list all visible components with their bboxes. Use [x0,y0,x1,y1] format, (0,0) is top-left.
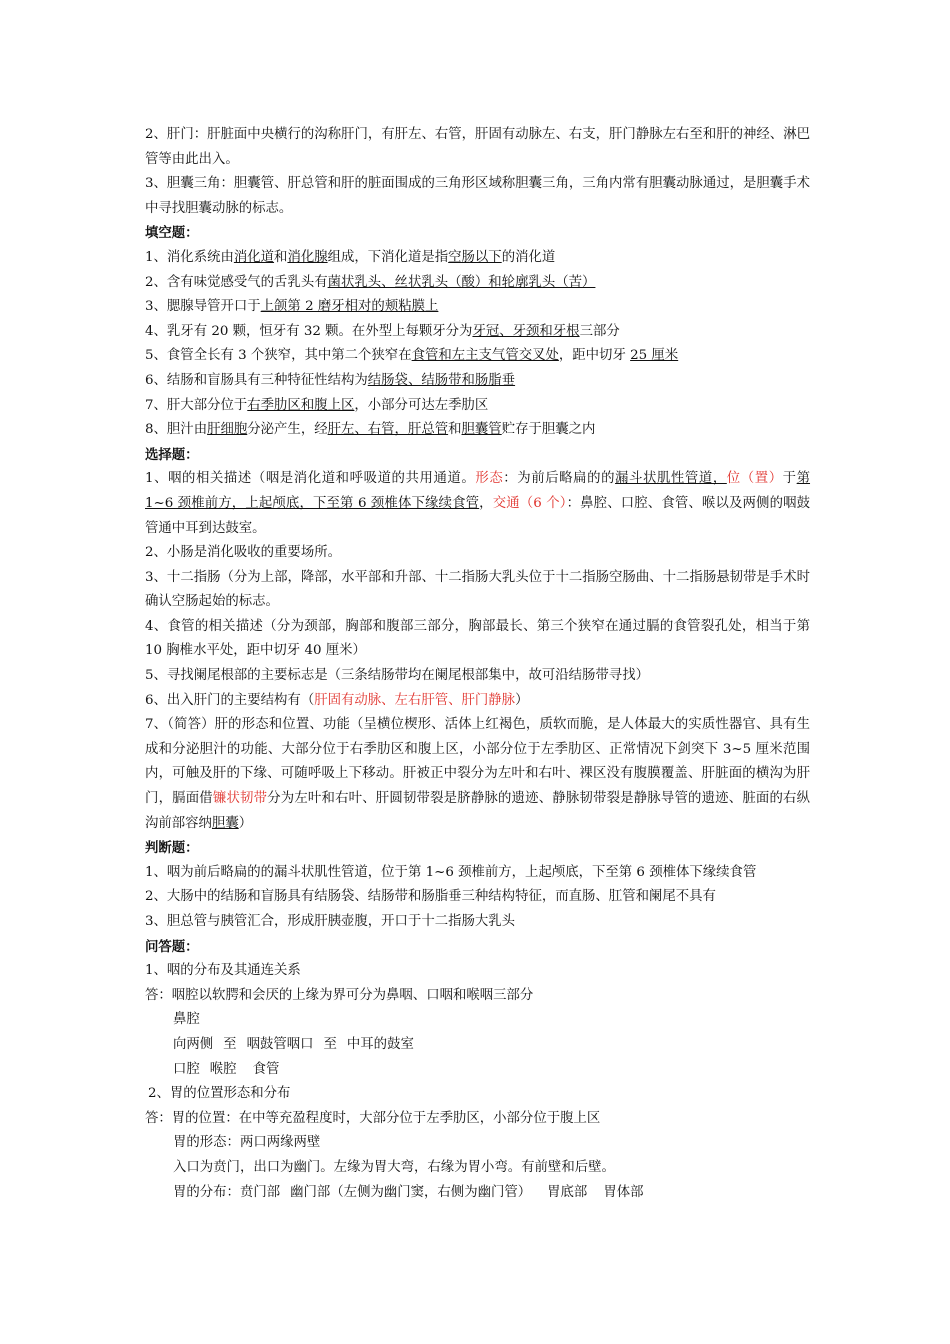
fill-item-6: 6、结肠和盲肠具有三种特征性结构为结肠袋、结肠带和肠脂垂 [145,372,516,388]
qa-answer-1-line-2: 向两侧 至 咽鼓管咽口 至 中耳的鼓室 [173,1036,414,1052]
fill-item-7: 7、肝大部分位于右季肋区和腹上区，小部分可达左季肋区 [145,397,489,413]
choice-item-3: 3、十二指肠（分为上部，降部，水平部和升部、十二指肠大乳头位于十二指肠空肠曲、十二指肠悬韧带是手术时确认空肠起始的标志。 [145,569,810,610]
fill-item-3: 3、腮腺导管开口于上颌第 2 磨牙相对的颊粘膜上 [145,299,439,315]
choice-item-2: 2、小肠是消化吸收的重要场所。 [145,545,341,561]
gallbladder-triangle-paragraph: 3、胆囊三角：胆囊管、肝总管和肝的脏面围成的三角形区域称胆囊三角，三角内常有胆囊动脉通过，是胆囊手术中寻找胆囊动脉的标志。 [145,176,810,216]
qa-heading: 问答题： [145,938,199,955]
document-page [145,123,810,1205]
fill-item-2: 2、含有味觉感受气的舌乳头有菌状乳头、丝状乳头（酸）和轮廓乳头（苦） [145,274,596,290]
fill-item-5: 5、食管全长有 3 个狭窄，其中第二个狭窄在食管和左主支气管交叉处，距中切牙 25 厘米 [145,348,679,364]
judge-heading: 判断题： [145,840,199,857]
qa-question-2: 2、胃的位置形态和分布 [148,1086,291,1102]
qa-answer-2-line-1: 胃的形态：两口两缘两壁 [173,1135,321,1151]
fill-item-4: 4、乳牙有 20 颗，恒牙有 32 颗。在外型上每颗牙分为牙冠、牙颈和牙根三部分 [145,323,620,339]
judge-item-1: 1、咽为前后略扁的的漏斗状肌性管道，位于第 1~6 颈椎前方，上起颅底，下至第 6 颈椎体下缘续食管 [145,864,757,880]
qa-answer-2-line-3: 胃的分布：贲门部 幽门部（左侧为幽门窦，右侧为幽门管） 胃底部 胃体部 [173,1184,644,1200]
fill-blank-heading: 填空题： [145,225,199,242]
qa-answer-1-line-3: 口腔 喉腔 食管 [173,1061,280,1077]
qa-answer-2: 答：胃的位置：在中等充盈程度时，大部分位于左季肋区，小部分位于腹上区 [145,1110,601,1126]
choice-item-7: 7、（简答）肝的形态和位置、功能（呈横位楔形、活体上红褐色，质软而脆，是人体最大的实质性器官、具有生成和分泌胆汁的功能、大部分位于右季肋区和腹上区，小部分位于左季肋区、正常情况下剑突下 3~5 厘米范围内，可触及肝的下缘、可随呼吸上下移动。肝被正中裂分为左叶和右叶、裸区没有腹膜覆盖、肝脏面的横沟为肝门，膈面借镰状韧带分为左叶和右叶、肝圆韧带裂是脐静脉的遗迹、静脉韧带裂是静脉导管的遗迹、脏面的右纵沟前部容纳胆囊） [145,717,811,831]
judge-item-3: 3、胆总管与胰管汇合，形成肝胰壶腹，开口于十二指肠大乳头 [145,914,516,929]
fill-item-1: 1、消化系统由消化道和消化腺组成，下消化道是指空肠以下的消化道 [145,249,556,265]
qa-answer-2-line-2: 入口为贲门，出口为幽门。左缘为胃大弯，右缘为胃小弯。有前壁和后壁。 [173,1159,615,1175]
qa-question-1: 1、咽的分布及其通连关系 [145,963,301,979]
choice-item-1: 1、咽的相关描述（咽是消化道和呼吸道的共用通道。形态：为前后略扁的的漏斗状肌性管道，位（置）于第 1~6 颈椎前方，上起颅底，下至第 6 颈椎体下缘续食管，交通（6 个）：鼻腔、口腔、食管、喉以及两侧的咽鼓管通中耳到达鼓室。 [145,471,811,536]
choice-heading: 选择题： [145,446,199,463]
qa-answer-1-line-1: 鼻腔 [173,1012,200,1028]
choice-item-6: 6、出入肝门的主要结构有（肝固有动脉、左右肝管、肝门静脉） [145,692,529,708]
liver-portal-paragraph: 2、肝门：肝脏面中央横行的沟称肝门，有肝左、右管，肝固有动脉左、右支，肝门静脉左右至和肝的神经、淋巴管等由此出入。 [145,127,810,167]
judge-item-2: 2、大肠中的结肠和盲肠具有结肠袋、结肠带和肠脂垂三种结构特征，而直肠、肛管和阑尾不具有 [145,889,716,905]
qa-answer-1: 答：咽腔以软腭和会厌的上缘为界可分为鼻咽、口咽和喉咽三部分 [145,987,534,1003]
choice-item-5: 5、寻找阑尾根部的主要标志是（三条结肠带均在阑尾根部集中，故可沿结肠带寻找） [145,668,649,684]
choice-item-4: 4、食管的相关描述（分为颈部，胸部和腹部三部分，胸部最长、第三个狭窄在通过膈的食管裂孔处，相当于第 10 胸椎水平处，距中切牙 40 厘米） [145,618,810,659]
fill-item-8: 8、胆汁由肝细胞分泌产生，经肝左、右管，肝总管和胆囊管贮存于胆囊之内 [145,422,596,438]
